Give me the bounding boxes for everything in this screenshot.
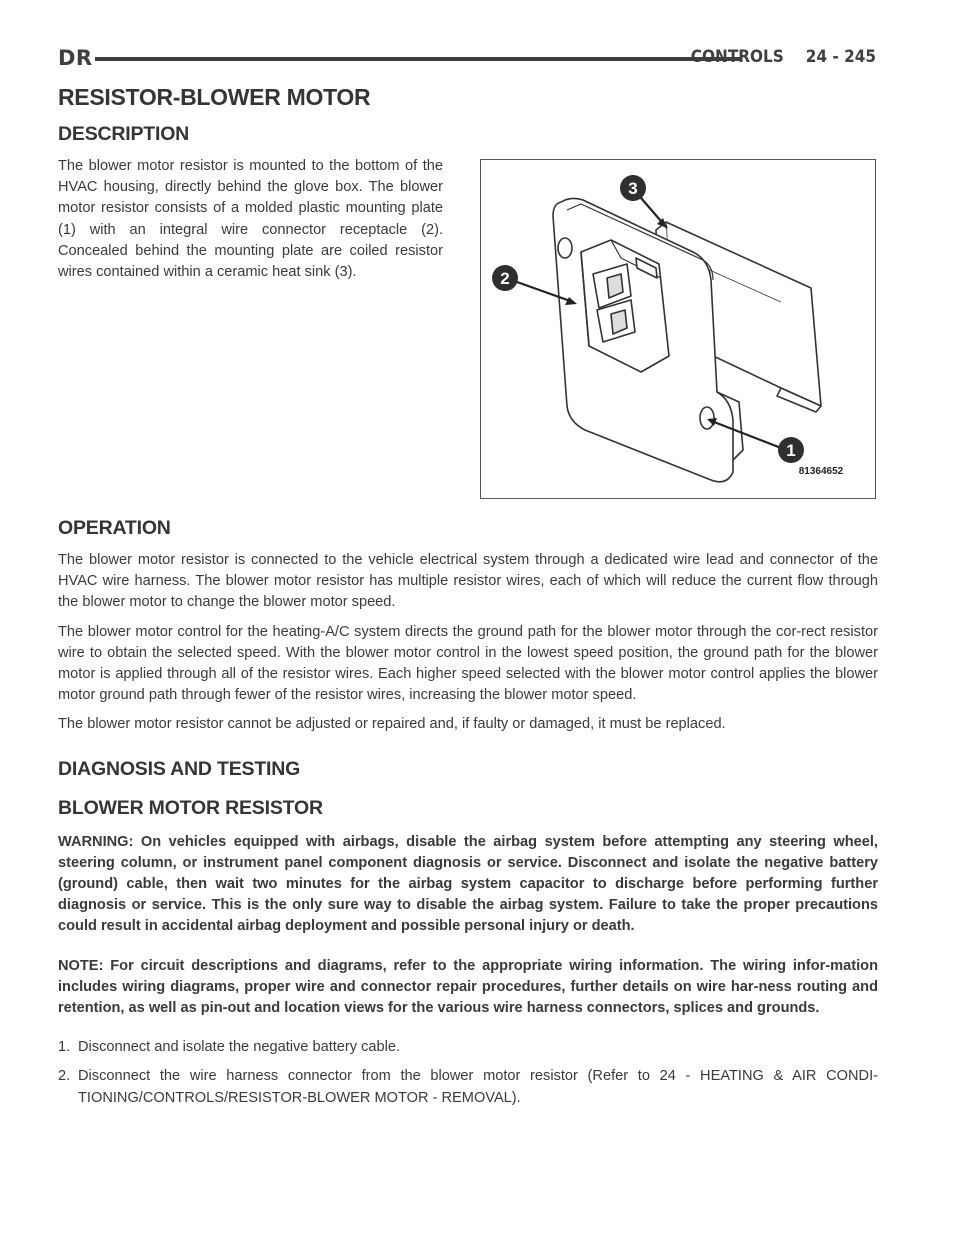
callout-1: 1	[786, 441, 796, 460]
operation-section	[58, 517, 878, 736]
operation-paragraph: The blower motor resistor cannot be adjusted or repaired and, if faulty or damaged, it must be replaced.	[58, 716, 726, 733]
header-right	[691, 47, 876, 67]
page-title: RESISTOR-BLOWER MOTOR	[58, 84, 371, 110]
blower-resistor-illustration	[481, 160, 875, 498]
operation-heading: OPERATION	[58, 517, 171, 539]
callout-3: 3	[628, 179, 638, 198]
step-number: 2.	[58, 1068, 71, 1085]
description-heading: DESCRIPTION	[58, 123, 190, 145]
header-model-code: DR	[58, 46, 93, 70]
header-page-number: 24 - 245	[805, 47, 876, 67]
operation-paragraph: The blower motor resistor is connected to the vehicle electrical system through a dedicated wire lead and connector of the HVAC wire harness. The blower motor resistor has multiple resistor wires, each of which will reduce the current flow through the blower motor to change the blower motor speed.	[58, 552, 878, 611]
page-content	[58, 84, 878, 1117]
diagnosis-heading: DIAGNOSIS AND TESTING	[58, 757, 301, 780]
page-header	[58, 44, 876, 72]
description-section	[58, 123, 878, 501]
note-text: NOTE: For circuit descriptions and diagrams, refer to the appropriate wiring information. The wiring infor-mation includes wiring diagrams, proper wire and connector repair procedures, further details on wire har-ness routing and retention, as well as pin-out and location views for the various wire harness connectors, splices and grounds.	[58, 957, 878, 1017]
diagnosis-section	[58, 758, 878, 1109]
list-item	[58, 1066, 878, 1108]
warning-text: WARNING: On vehicles equipped with airbags, disable the airbag system before attempting any steering wheel, steering column, or instrument panel component diagnosis or service. Disconnect and isolate the negative battery (ground) cable, then wait two minutes for the airbag system capacitor to discharge before performing further diagnosis or service. This is the only sure way to disable the airbag system. Failure to take the proper precautions could result in accidental airbag deployment and possible personal injury or death.	[58, 833, 878, 935]
description-text: The blower motor resistor is mounted to the bottom of the HVAC housing, directly behind the glove box. The blower motor resistor consists of a molded plastic mounting plate (1) with an integral wire connector receptacle (2). Concealed behind the mounting plate are coiled resistor wires contained within a ceramic heat sink (3).	[58, 158, 443, 281]
figure-id: 81364652	[798, 466, 844, 477]
list-item	[58, 1037, 878, 1058]
header-section: CONTROLS	[690, 47, 784, 67]
operation-paragraph: The blower motor control for the heating-A/C system directs the ground path for the blower motor through the cor-rect resistor wire to obtain the selected speed. With the blower motor control in the lowest speed position, the ground path for the blower motor is applied through all of the resistor wires. Each higher speed selected with the blower motor control applies the blower motor ground path through fewer of the resistor wires, increasing the blower motor speed.	[58, 623, 878, 704]
diagnosis-subheading: BLOWER MOTOR RESISTOR	[58, 796, 323, 819]
step-number: 1.	[58, 1039, 71, 1056]
step-text: Disconnect and isolate the negative battery cable.	[78, 1039, 401, 1056]
step-text: Disconnect the wire harness connector from the blower motor resistor (Refer to 24 - HEATING & AIR CONDI-TIONING/CONTROLS/RESISTOR-BLOWER MOTOR - REMOVAL).	[78, 1068, 878, 1106]
resistor-figure	[480, 159, 876, 499]
header-rule	[95, 57, 742, 61]
test-steps	[58, 1037, 878, 1109]
callout-2: 2	[500, 269, 510, 288]
